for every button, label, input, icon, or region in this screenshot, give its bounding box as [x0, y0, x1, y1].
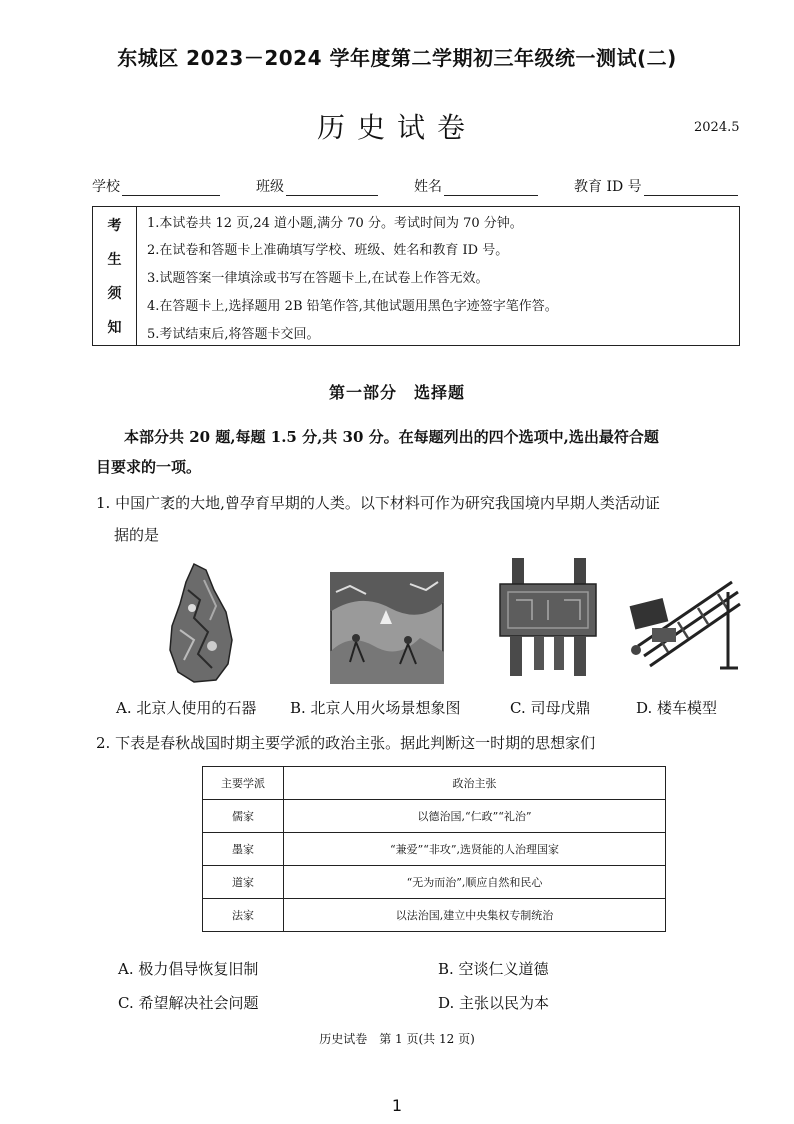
exam-title: 东城区 2023－2024 学年度第二学期初三年级统一测试(二)	[117, 46, 677, 70]
notice-item: 2.在试卷和答题卡上准确填写学校、班级、姓名和教育 ID 号。	[147, 243, 509, 258]
notice-side-label	[93, 207, 137, 345]
student-info-row	[88, 176, 748, 198]
class-blank[interactable]	[286, 179, 378, 196]
notice-char: 生	[107, 252, 122, 268]
q2-option-b: B. 空谈仁义道德	[438, 960, 549, 978]
question-2-stem: 2. 下表是春秋战国时期主要学派的政治主张。据此判断这一时期的思想家们	[96, 734, 596, 752]
notice-char: 知	[107, 320, 122, 336]
table-row	[203, 833, 666, 866]
notice-box	[92, 206, 740, 346]
table-cell: 法家	[203, 899, 284, 932]
table-header: 主要学派	[203, 767, 284, 800]
table-cell: 儒家	[203, 800, 284, 833]
table-header-row	[203, 767, 666, 800]
schools-table	[202, 766, 666, 932]
table-cell: “兼爱”“非攻”,选贤能的人治理国家	[284, 833, 666, 866]
q2-option-a: A. 极力倡导恢复旧制	[118, 960, 259, 978]
question-1-stem-cont: 据的是	[114, 526, 160, 544]
table-cell: “无为而治”,顺应自然和民心	[284, 866, 666, 899]
table-row	[203, 866, 666, 899]
class-label: 班级	[256, 179, 284, 195]
notice-item: 3.试题答案一律填涂或书写在答题卡上,在试卷上作答无效。	[147, 271, 489, 286]
simuwu-ding-image	[496, 556, 600, 684]
notice-char: 考	[107, 218, 122, 234]
fire-scene-image	[330, 572, 444, 688]
exam-date: 2024.5	[694, 120, 740, 135]
school-blank[interactable]	[122, 179, 220, 196]
table-cell: 以法治国,建立中央集权专制统治	[284, 899, 666, 932]
subject-title: 历史试卷	[316, 111, 477, 144]
stone-tool-image	[164, 560, 236, 690]
page-number: 1	[391, 1096, 403, 1115]
section-intro-line1: 本部分共 20 题,每题 1.5 分,共 30 分。在每题列出的四个选项中,选出最符合题	[124, 428, 659, 446]
section-title: 第一部分 选择题	[328, 383, 465, 402]
name-blank[interactable]	[444, 179, 538, 196]
edu-id-label: 教育 ID 号	[574, 179, 642, 195]
table-cell: 墨家	[203, 833, 284, 866]
q2-option-c: C. 希望解决社会问题	[118, 994, 259, 1012]
table-cell: 道家	[203, 866, 284, 899]
page-footer: 历史试卷 第 1 页(共 12 页)	[319, 1032, 475, 1046]
name-label: 姓名	[414, 179, 442, 195]
q2-option-d: D. 主张以民为本	[438, 994, 550, 1012]
edu-id-blank[interactable]	[644, 179, 738, 196]
table-cell: 以德治国,“仁政”“礼治”	[284, 800, 666, 833]
school-label: 学校	[92, 179, 120, 195]
notice-item: 1.本试卷共 12 页,24 道小题,满分 70 分。考试时间为 70 分钟。	[147, 216, 523, 231]
table-header: 政治主张	[284, 767, 666, 800]
edu-id-field[interactable]	[574, 176, 738, 196]
question-1-stem: 1. 中国广袤的大地,曾孕育早期的人类。以下材料可作为研究我国境内早期人类活动证	[96, 494, 660, 512]
q1-option-c: C. 司母戊鼎	[510, 699, 591, 717]
table-row	[203, 800, 666, 833]
school-field[interactable]	[92, 176, 220, 196]
notice-item: 5.考试结束后,将答题卡交回。	[147, 327, 320, 342]
siege-tower-model-image	[628, 572, 744, 676]
notice-char: 须	[107, 286, 122, 302]
q1-option-d: D. 楼车模型	[636, 699, 718, 717]
q1-option-b: B. 北京人用火场景想象图	[290, 699, 461, 717]
class-field[interactable]	[256, 176, 378, 196]
notice-item: 4.在答题卡上,选择题用 2B 铅笔作答,其他试题用黑色字迹签字笔作答。	[147, 299, 558, 314]
q1-option-a: A. 北京人使用的石器	[116, 699, 257, 717]
section-intro-line2: 目要求的一项。	[96, 458, 202, 476]
table-row	[203, 899, 666, 932]
name-field[interactable]	[414, 176, 538, 196]
